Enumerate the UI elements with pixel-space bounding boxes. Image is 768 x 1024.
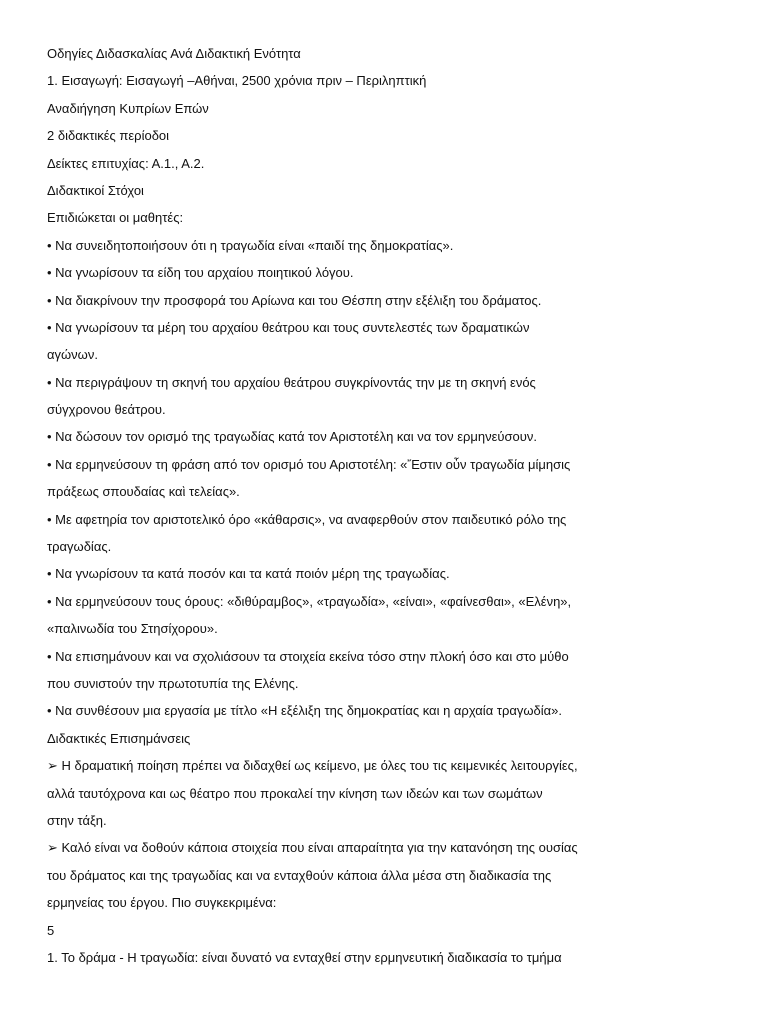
objective-item-continued: «παλινωδία του Στησίχορου». (47, 621, 218, 637)
objective-item: • Να διακρίνουν την προσφορά του Αρίωνα και του Θέσπη στην εξέλιξη του δράματος. (47, 292, 542, 308)
objective-item-continued: που συνιστούν την πρωτοτυπία της Ελένης. (47, 675, 299, 691)
objective-item-continued: σύγχρονου θεάτρου. (47, 402, 166, 418)
objective-item: • Να δώσουν τον ορισμό της τραγωδίας κατά τον Αριστοτέλη και να τον ερμηνεύσουν. (47, 429, 537, 445)
objective-item: • Να συνειδητοποιήσουν ότι η τραγωδία είναι «παιδί της δημοκρατίας». (47, 237, 454, 253)
document-page (47, 40, 737, 971)
objective-item: • Να γνωρίσουν τα μέρη του αρχαίου θεάτρου και τους συντελεστές των δραματικών (47, 319, 530, 335)
objective-item: • Να συνθέσουν μια εργασία με τίτλο «Η εξέλιξη της δημοκρατίας και η αρχαία τραγωδία». (47, 703, 563, 719)
document-title: Οδηγίες Διδασκαλίας Ανά Διδακτική Ενότητα (47, 46, 301, 61)
remark-item: ➢ Η δραματική ποίηση πρέπει να διδαχθεί ως κείμενο, με όλες του τις κειμενικές λειτουργίες, (47, 758, 578, 774)
success-indicators: Δείκτες επιτυχίας: Α.1., Α.2. (47, 155, 205, 171)
remark-item-continued: στην τάξη. (47, 812, 107, 828)
unit-heading-continued: Αναδιήγηση Κυπρίων Επών (47, 100, 209, 116)
objectives-intro: Επιδιώκεται οι μαθητές: (47, 210, 184, 226)
remark-item-continued: ερμηνείας του έργου. Πιο συγκεκριμένα: (47, 895, 277, 911)
objective-item-continued: πράξεως σπουδαίας καὶ τελείας». (47, 484, 240, 500)
section-heading-objectives: Διδακτικοί Στόχοι (47, 182, 144, 198)
unit-heading: 1. Εισαγωγή: Εισαγωγή –Αθήναι, 2500 χρόνια πριν – Περιληπτική (47, 73, 427, 89)
objective-item: • Να ερμηνεύσουν τους όρους: «διθύραμβος», «τραγωδία», «είναι», «φαίνεσθαι», «Ελένη», (47, 593, 572, 609)
page-number: 5 (47, 922, 55, 938)
remark-item: ➢ Καλό είναι να δοθούν κάποια στοιχεία που είναι απαραίτητα για την κατανόηση της ουσίας (47, 840, 578, 856)
objective-item-continued: αγώνων. (47, 347, 98, 363)
objective-item: • Να γνωρίσουν τα κατά ποσόν και τα κατά ποιόν μέρη της τραγωδίας. (47, 566, 450, 582)
objective-item: • Να γνωρίσουν τα είδη του αρχαίου ποιητικού λόγου. (47, 265, 354, 281)
objective-item-continued: τραγωδίας. (47, 539, 112, 555)
remark-item-continued: αλλά ταυτόχρονα και ως θέατρο που προκαλεί την κίνηση των ιδεών και των σωμάτων (47, 785, 543, 801)
teaching-periods: 2 διδακτικές περίοδοι (47, 128, 170, 144)
objective-item: • Να επισημάνουν και να σχολιάσουν τα στοιχεία εκείνα τόσο στην πλοκή όσο και στο μύθο (47, 648, 569, 664)
numbered-item: 1. Το δράμα - Η τραγωδία: είναι δυνατό να ενταχθεί στην ερμηνευτική διαδικασία το τμήμα (47, 949, 562, 965)
objective-item: • Να περιγράψουν τη σκηνή του αρχαίου θεάτρου συγκρίνοντάς την με τη σκηνή ενός (47, 374, 536, 390)
objective-item: • Με αφετηρία τον αριστοτελικό όρο «κάθαρσις», να αναφερθούν στον παιδευτικό ρόλο της (47, 511, 567, 527)
section-heading-remarks: Διδακτικές Επισημάνσεις (47, 730, 191, 746)
remark-item-continued: του δράματος και της τραγωδίας και να ενταχθούν κάποια άλλα μέσα στη διαδικασία της (47, 867, 552, 883)
objective-item: • Να ερμηνεύσουν τη φράση από τον ορισμό του Αριστοτέλη: «Ἔστιν οὖν τραγωδία μίμησις (47, 456, 571, 472)
